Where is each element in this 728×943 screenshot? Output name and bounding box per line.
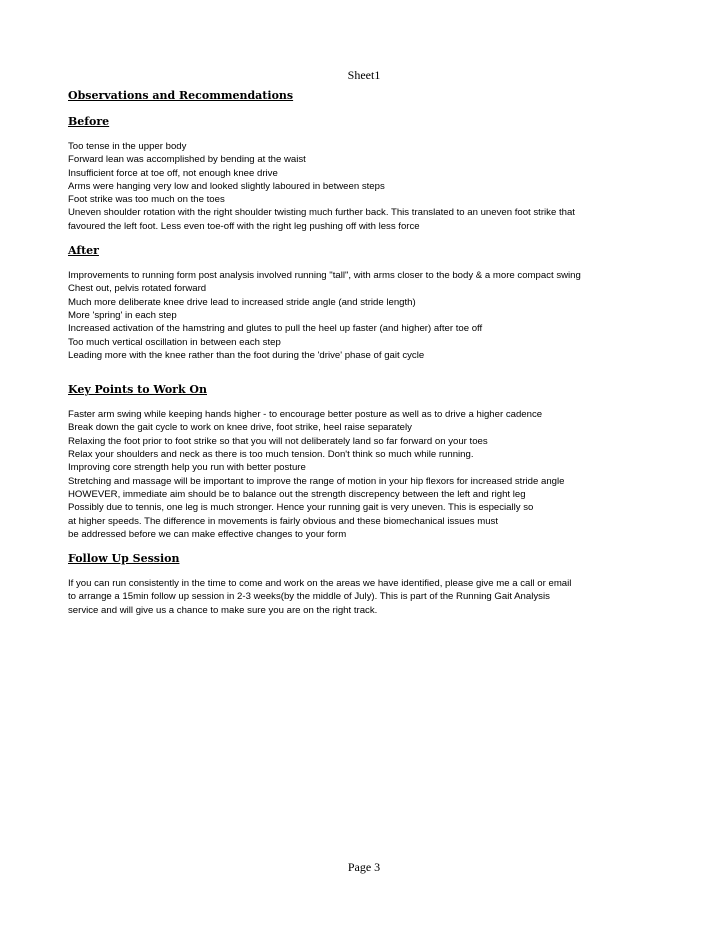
text-line: Possibly due to tennis, one leg is much stronger. Hence your running gait is very uneven. This is especially so [68,502,534,514]
text-line: HOWEVER, immediate aim should be to balance out the strength discrepency between the left and right leg [68,488,526,500]
text-line: Relax your shoulders and neck as there is too much tension. Don't think so much while running. [68,449,474,461]
text-line: Much more deliberate knee drive lead to increased stride angle (and stride length) [68,296,416,308]
page-header: Sheet1 [347,68,381,82]
text-line: be addressed before we can make effective changes to your form [68,528,347,540]
text-line: Break down the gait cycle to work on knee drive, foot strike, heel raise separately [68,422,412,434]
section-heading-before: Before [68,115,110,128]
text-line: Improving core strength help you run with better posture [68,462,306,474]
section-key-points-lines [68,408,668,541]
text-line: Too much vertical oscillation in between each step [68,336,281,348]
text-line: service and will give us a chance to make sure you are on the right track. [68,604,378,616]
text-line: Chest out, pelvis rotated forward [68,283,207,295]
text-line: Foot strike was too much on the toes [68,194,225,206]
text-line: Uneven shoulder rotation with the right shoulder twisting much further back. This translated to an uneven foot strike that [68,207,575,219]
text-line: at higher speeds. The difference in movements is fairly obvious and these biomechanical issues must [68,515,498,527]
document-body [68,88,668,617]
text-line: More 'spring' in each step [68,309,177,321]
text-line: Increased activation of the hamstring and glutes to pull the heel up faster (and higher) after toe off [68,323,483,335]
section-follow-up-lines [68,577,668,617]
text-line: Too tense in the upper body [68,141,187,152]
section-before [68,114,668,233]
text-line: Insufficient force at toe off, not enough knee drive [68,167,278,179]
text-line: Relaxing the foot prior to foot strike so that you will not deliberately land so far forward on your toes [68,435,488,447]
text-line: If you can run consistently in the time to come and work on the areas we have identified, please give me a call or email [68,578,572,590]
text-line: Improvements to running form post analysis involved running "tall", with arms closer to the body & a more compact swing [68,270,581,282]
text-line: to arrange a 15min follow up session in 2-3 weeks(by the middle of July). This is part of the Running Gait Analysis [68,591,550,603]
section-after-lines [68,269,668,362]
document-title: Observations and Recommendations [68,89,294,102]
section-heading-key-points: Key Points to Work On [68,383,207,397]
text-line: Leading more with the knee rather than the foot during the 'drive' phase of gait cycle [68,349,425,361]
text-line: Stretching and massage will be important to improve the range of motion in your hip flexors for increased stride angle [68,475,565,487]
text-line: Faster arm swing while keeping hands higher - to encourage better posture as well as to drive a higher cadence [68,409,543,421]
text-line: Forward lean was accomplished by bending at the waist [68,154,306,166]
section-follow-up [68,551,668,617]
section-key-points [68,382,668,541]
text-line: favoured the left foot. Less even toe-off with the right leg pushing off with less force [68,220,420,232]
text-line: Arms were hanging very low and looked slightly laboured in between steps [68,180,385,192]
section-heading-follow-up: Follow Up Session [68,552,180,566]
section-heading-after: After [68,244,99,258]
page-number: Page 3 [347,860,381,874]
section-after [68,243,668,362]
section-before-lines [68,140,668,233]
